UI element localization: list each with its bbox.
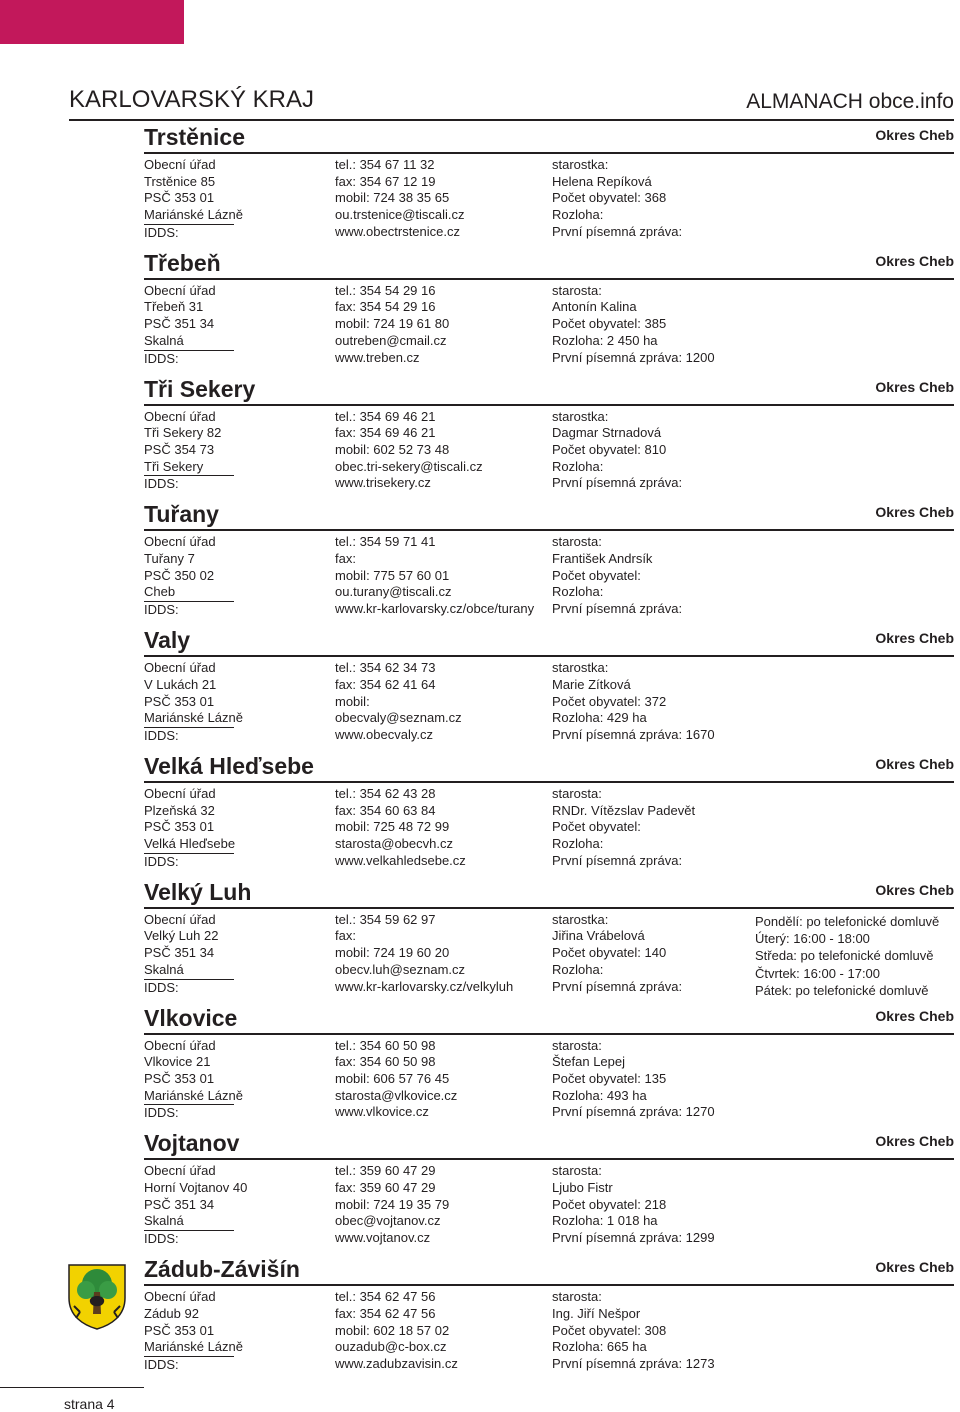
entry-divider — [144, 278, 954, 280]
contact-line: tel.: 354 62 43 28 — [335, 786, 436, 801]
info-line: První písemná zpráva: — [552, 475, 683, 491]
entry-divider — [144, 152, 954, 154]
district-label: Okres Cheb — [875, 1007, 954, 1024]
office-column — [144, 534, 234, 618]
municipality-entry — [144, 374, 954, 500]
municipality-name: Velká Hleďsebe — [144, 753, 314, 779]
info-line: Rozloha: — [552, 207, 604, 223]
contact-line: mobil: 724 19 61 80 — [335, 316, 450, 332]
info-line: Rozloha: 429 ha — [552, 710, 647, 726]
contact-line: mobil: 724 19 60 20 — [335, 945, 450, 961]
entry-divider — [144, 1033, 954, 1035]
entry-divider — [144, 907, 954, 909]
info-line: Rozloha: 493 ha — [552, 1087, 647, 1103]
info-column — [552, 534, 682, 617]
info-line: Marie Zítková — [552, 676, 631, 692]
district-label: Okres Cheb — [875, 1133, 954, 1150]
office-line: IDDS: — [144, 727, 179, 743]
info-line: Počet obyvatel: 385 — [552, 316, 667, 332]
office-line: Vlkovice 21 — [144, 1054, 211, 1070]
municipality-entry — [144, 1254, 954, 1380]
contact-line: mobil: 724 38 35 65 — [335, 190, 450, 206]
info-line: starostka: — [552, 911, 609, 927]
office-hours-line: Čtvrtek: 16:00 - 17:00 — [755, 965, 881, 981]
office-hours-line: Pátek: po telefonické domluvě — [755, 982, 929, 998]
contact-line: fax: 354 62 47 56 — [335, 1305, 436, 1321]
info-line: První písemná zpráva: 1299 — [552, 1230, 715, 1246]
office-line: PSČ 354 73 — [144, 441, 215, 457]
office-line: IDDS: — [144, 476, 179, 492]
page-number: strana 4 — [64, 1396, 115, 1412]
contact-line: www.vojtanov.cz — [335, 1230, 431, 1246]
contact-line: ouzadub@c-box.cz — [335, 1339, 447, 1355]
municipality-name: Vojtanov — [144, 1130, 240, 1157]
contact-column — [335, 157, 465, 240]
contact-line: www.obectrstenice.cz — [335, 223, 460, 239]
contact-line: fax: 354 62 41 64 — [335, 676, 436, 692]
info-line: Počet obyvatel: 372 — [552, 693, 667, 709]
header-divider — [69, 119, 954, 121]
info-line: Ljubo Fistr — [552, 1180, 613, 1196]
contact-line: starosta@vlkovice.cz — [335, 1087, 458, 1103]
info-line: Rozloha: 1 018 ha — [552, 1213, 658, 1229]
office-line: PSČ 353 01 — [144, 819, 215, 835]
office-line: IDDS: — [144, 1105, 179, 1121]
office-line: Obecní úřad — [144, 1037, 216, 1053]
municipality-name: Tuřany — [144, 501, 219, 528]
info-column — [552, 1289, 715, 1372]
contact-line: tel.: 354 62 47 56 — [335, 1289, 436, 1305]
contact-line: starosta@obecvh.cz — [335, 836, 453, 852]
contact-line: www.zadubzavisin.cz — [335, 1355, 458, 1371]
contact-line: tel.: 354 54 29 16 — [335, 282, 436, 298]
office-line: Obecní úřad — [144, 157, 216, 172]
office-column — [144, 409, 234, 493]
info-line: RNDr. Vítězslav Padevět — [552, 802, 696, 818]
municipality-name: Třebeň — [144, 249, 221, 276]
office-line: PSČ 350 02 — [144, 567, 215, 583]
contact-line: fax: 354 54 29 16 — [335, 299, 436, 315]
district-label: Okres Cheb — [875, 756, 954, 772]
info-line: Jiřina Vrábelová — [552, 928, 645, 944]
info-line: Antonín Kalina — [552, 299, 637, 315]
info-line: Helena Repíková — [552, 173, 652, 189]
contact-line: fax: 354 67 12 19 — [335, 173, 436, 189]
contact-line: tel.: 354 59 71 41 — [335, 534, 436, 550]
office-line: Trstěnice 85 — [144, 173, 216, 189]
office-line: PSČ 353 01 — [144, 1070, 215, 1086]
office-line: PSČ 353 01 — [144, 693, 215, 709]
info-line: starostka: — [552, 408, 609, 424]
entry-divider — [144, 404, 954, 406]
office-line: Obecní úřad — [144, 534, 216, 550]
office-line: Skalná — [144, 333, 234, 351]
district-label: Okres Cheb — [875, 127, 954, 143]
contact-line: mobil: 724 19 35 79 — [335, 1196, 450, 1212]
municipality-name: Velký Luh — [144, 878, 252, 905]
municipality-entry — [144, 248, 954, 374]
contact-line: www.vlkovice.cz — [335, 1104, 429, 1120]
info-line: Rozloha: 665 ha — [552, 1339, 647, 1355]
contact-line: obecv.luh@seznam.cz — [335, 961, 466, 977]
contact-line: tel.: 354 59 62 97 — [335, 911, 436, 927]
info-line: Počet obyvatel: 368 — [552, 190, 667, 206]
contact-line: obec@vojtanov.cz — [335, 1213, 441, 1229]
office-line: PSČ 351 34 — [144, 1196, 215, 1212]
office-column — [144, 1037, 243, 1122]
contact-column — [335, 660, 462, 743]
contact-line: ou.trstenice@tiscali.cz — [335, 207, 465, 223]
info-line: Počet obyvatel: 810 — [552, 441, 667, 457]
info-line: starosta: — [552, 1163, 602, 1179]
info-line: Ing. Jiří Nešpor — [552, 1305, 641, 1321]
info-line: Počet obyvatel: — [552, 819, 641, 835]
office-line: Mariánské Lázně — [144, 1088, 234, 1106]
info-column — [552, 1163, 715, 1246]
office-hours-line: Úterý: 16:00 - 18:00 — [755, 931, 870, 947]
office-column — [144, 912, 234, 996]
info-line: starosta: — [552, 1289, 602, 1305]
info-line: Počet obyvatel: 135 — [552, 1070, 667, 1086]
info-line: Rozloha: — [552, 458, 604, 474]
office-line: Mariánské Lázně — [144, 1339, 234, 1357]
office-line: IDDS: — [144, 350, 179, 366]
office-column — [144, 283, 234, 367]
info-line: První písemná zpráva: — [552, 601, 683, 617]
entry-divider — [144, 529, 954, 531]
contact-line: fax: 354 69 46 21 — [335, 425, 436, 441]
region-title: KARLOVARSKÝ KRAJ — [69, 86, 314, 113]
office-line: Velká Hleďsebe — [144, 836, 234, 854]
office-line: Velký Luh 22 — [144, 928, 219, 944]
contact-line: fax: — [335, 928, 356, 944]
info-line: starosta: — [552, 786, 602, 801]
contact-line: mobil: — [335, 693, 370, 709]
office-line: Obecní úřad — [144, 282, 216, 298]
coat-of-arms-icon — [66, 1262, 128, 1330]
corner-color-tab — [0, 0, 184, 44]
contact-line: www.trisekery.cz — [335, 475, 431, 491]
info-line: Rozloha: — [552, 584, 604, 600]
municipality-name: Tři Sekery — [144, 375, 256, 402]
office-line: PSČ 353 01 — [144, 190, 215, 206]
office-line: Tři Sekery — [144, 459, 234, 477]
info-line: starostka: — [552, 157, 609, 172]
office-column — [144, 786, 234, 870]
info-line: Počet obyvatel: 308 — [552, 1322, 667, 1338]
office-column — [144, 660, 243, 744]
info-column — [552, 786, 695, 869]
office-line: Tři Sekery 82 — [144, 425, 222, 441]
office-line: Tuřany 7 — [144, 551, 195, 567]
contact-line: www.kr-karlovarsky.cz/velkyluh — [335, 978, 514, 994]
office-column — [144, 1163, 247, 1247]
info-line: Počet obyvatel: — [552, 567, 641, 583]
contact-line: mobil: 602 52 73 48 — [335, 441, 450, 457]
office-line: V Lukách 21 — [144, 676, 217, 692]
municipality-entry — [144, 1003, 954, 1129]
contact-column — [335, 283, 449, 366]
office-line: IDDS: — [144, 602, 179, 618]
office-line: Plzeňská 32 — [144, 802, 215, 818]
info-line: Rozloha: 2 450 ha — [552, 332, 658, 348]
office-line: Cheb — [144, 584, 234, 602]
municipality-entry — [144, 625, 954, 751]
office-hours — [755, 913, 939, 999]
info-line: Rozloha: — [552, 836, 604, 852]
municipality-name: Trstěnice — [144, 124, 245, 150]
info-line: První písemná zpráva: 1670 — [552, 726, 715, 742]
contact-line: mobil: 606 57 76 45 — [335, 1070, 450, 1086]
info-line: František Andrsík — [552, 551, 653, 567]
municipality-entry — [144, 1128, 954, 1254]
municipality-entry — [144, 499, 954, 625]
office-line: Obecní úřad — [144, 1163, 216, 1179]
district-label: Okres Cheb — [875, 630, 954, 647]
office-line: Mariánské Lázně — [144, 207, 234, 225]
info-line: První písemná zpráva: 1200 — [552, 349, 715, 365]
office-line: Obecní úřad — [144, 911, 216, 927]
office-line: Horní Vojtanov 40 — [144, 1180, 248, 1196]
office-line: Zádub 92 — [144, 1305, 199, 1321]
contact-line: mobil: 725 48 72 99 — [335, 819, 450, 835]
contact-line: www.kr-karlovarsky.cz/obce/turany — [335, 601, 535, 617]
contact-column — [335, 1289, 458, 1372]
office-hours-line: Pondělí: po telefonické domluvě — [755, 914, 940, 929]
contact-column — [335, 1163, 449, 1246]
district-label: Okres Cheb — [875, 378, 954, 395]
office-line: PSČ 351 34 — [144, 316, 215, 332]
office-line: Obecní úřad — [144, 408, 216, 424]
contact-line: mobil: 775 57 60 01 — [335, 567, 450, 583]
contact-line: www.obecvaly.cz — [335, 726, 434, 742]
office-line: Mariánské Lázně — [144, 710, 234, 728]
contact-line: tel.: 354 69 46 21 — [335, 408, 436, 424]
info-line: Štefan Lepej — [552, 1054, 626, 1070]
office-line: Obecní úřad — [144, 786, 216, 801]
office-line: PSČ 353 01 — [144, 1322, 215, 1338]
info-line: První písemná zpráva: 1270 — [552, 1104, 715, 1120]
site-name: ALMANACH obce.info — [746, 90, 954, 113]
office-line: IDDS: — [144, 1356, 179, 1372]
info-column — [552, 157, 682, 240]
office-line: IDDS: — [144, 853, 179, 869]
office-line: Obecní úřad — [144, 1289, 216, 1305]
info-line: První písemná zpráva: — [552, 978, 683, 994]
info-line: První písemná zpráva: — [552, 223, 683, 239]
contact-line: tel.: 354 60 50 98 — [335, 1037, 436, 1053]
info-column — [552, 912, 682, 995]
contact-line: tel.: 354 67 11 32 — [335, 157, 435, 172]
info-line: Počet obyvatel: 140 — [552, 945, 667, 961]
office-column — [144, 1289, 243, 1373]
contact-line: obec.tri-sekery@tiscali.cz — [335, 458, 483, 474]
contact-line: www.treben.cz — [335, 349, 420, 365]
footer-divider — [0, 1387, 144, 1388]
contact-line: fax: 354 60 50 98 — [335, 1054, 436, 1070]
info-line: První písemná zpráva: 1273 — [552, 1355, 715, 1371]
office-line: IDDS: — [144, 979, 179, 995]
info-line: Dagmar Strnadová — [552, 425, 662, 441]
info-line: starosta: — [552, 1037, 602, 1053]
info-line: starosta: — [552, 534, 602, 550]
entry-divider — [144, 1158, 954, 1160]
municipality-entry — [144, 122, 954, 248]
office-line: Skalná — [144, 962, 234, 980]
office-line: Třebeň 31 — [144, 299, 204, 315]
office-line: Obecní úřad — [144, 660, 216, 676]
contact-line: outreben@cmail.cz — [335, 332, 447, 348]
office-line: Skalná — [144, 1213, 234, 1231]
office-line: IDDS: — [144, 1231, 179, 1247]
contact-column — [335, 1038, 457, 1121]
municipality-name: Vlkovice — [144, 1004, 238, 1031]
district-label: Okres Cheb — [875, 504, 954, 521]
district-label: Okres Cheb — [875, 881, 954, 898]
district-label: Okres Cheb — [875, 252, 954, 269]
municipality-name: Valy — [144, 627, 191, 654]
contact-line: mobil: 602 18 57 02 — [335, 1322, 450, 1338]
info-column — [552, 409, 682, 492]
contact-line: fax: 354 60 63 84 — [335, 802, 436, 818]
district-label: Okres Cheb — [875, 1259, 954, 1276]
office-hours-line: Středa: po telefonické domluvě — [755, 948, 934, 964]
entry-divider — [144, 781, 954, 783]
info-line: starostka: — [552, 660, 609, 676]
entry-divider — [144, 1284, 954, 1286]
contact-line: www.velkahledsebe.cz — [335, 852, 466, 868]
info-line: starosta: — [552, 282, 602, 298]
contact-line: ou.turany@tiscali.cz — [335, 584, 452, 600]
municipality-entry — [144, 751, 954, 877]
contact-column — [335, 534, 534, 617]
info-column — [552, 660, 715, 743]
office-line: IDDS: — [144, 224, 179, 240]
contact-column — [335, 912, 513, 995]
contact-line: tel.: 354 62 34 73 — [335, 660, 436, 676]
contact-line: fax: — [335, 551, 356, 567]
entry-divider — [144, 655, 954, 657]
info-line: Rozloha: — [552, 961, 604, 977]
office-line: PSČ 351 34 — [144, 945, 215, 961]
contact-column — [335, 786, 466, 869]
office-column — [144, 157, 243, 241]
info-line: Počet obyvatel: 218 — [552, 1196, 667, 1212]
contact-column — [335, 409, 483, 492]
info-column — [552, 1038, 715, 1121]
municipality-name: Zádub-Závišín — [144, 1256, 300, 1283]
contact-line: obecvaly@seznam.cz — [335, 710, 462, 726]
contact-line: tel.: 359 60 47 29 — [335, 1163, 436, 1179]
info-column — [552, 283, 715, 366]
contact-line: fax: 359 60 47 29 — [335, 1180, 436, 1196]
info-line: První písemná zpráva: — [552, 852, 683, 868]
